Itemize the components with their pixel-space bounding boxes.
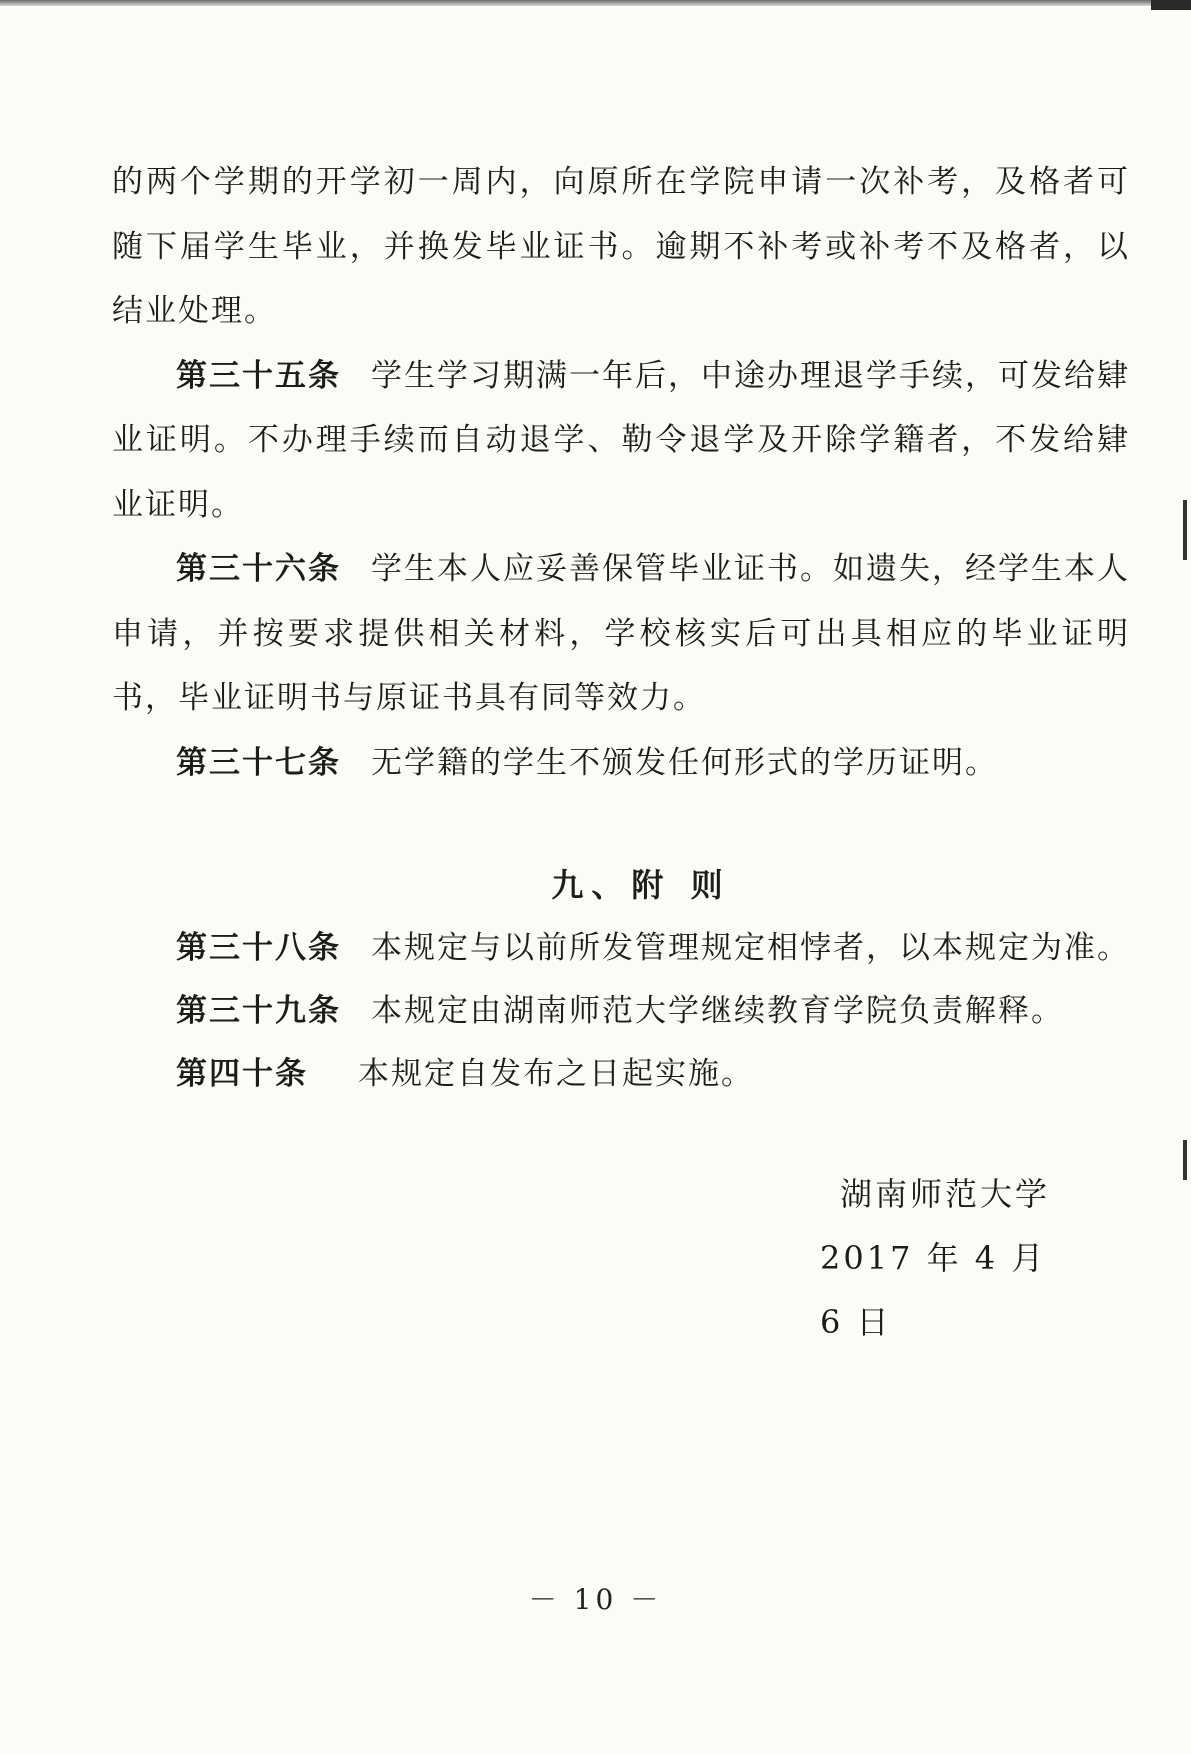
article-label: 第三十五条: [176, 357, 341, 394]
article-label: 第三十八条: [176, 930, 341, 966]
article-text: 学生学习期满一年后，中途办理退学手续，可发给肄业证明。不办理手续而自动退学、勒令退学及开除学籍者，不发给肄业证明。: [112, 357, 1130, 523]
scan-edge-mark: [1183, 1140, 1187, 1180]
article-text: 无学籍的学生不颁发任何形式的学历证明。: [371, 744, 998, 781]
article-text: 学生本人应妥善保管毕业证书。如遗失，经学生本人申请，并按要求提供相关材料，学校核实后可出具相应的毕业证明书，毕业证明书与原证书具有同等效力。: [112, 551, 1130, 716]
closing-articles: [112, 917, 1130, 1106]
signature-date: 2017 年 4 月 6 日: [820, 1239, 1047, 1341]
article-label: 第三十七条: [176, 744, 341, 781]
document-body: [112, 150, 1130, 1106]
signature-block: [820, 1162, 1080, 1354]
article-40: [112, 1043, 1130, 1106]
article-36: [112, 537, 1130, 731]
article-39: [112, 980, 1130, 1043]
article-text: 本规定自发布之日起实施。: [358, 1056, 754, 1092]
article-label: 第三十九条: [176, 993, 341, 1029]
scan-corner-mark: [1151, 0, 1191, 10]
article-35: [112, 344, 1130, 538]
article-label: 第三十六条: [176, 551, 341, 587]
article-text: 本规定与以前所发管理规定相悖者，以本规定为准。: [371, 930, 1130, 966]
article-37: [112, 731, 1130, 796]
scan-edge-mark: [1183, 500, 1187, 560]
scan-top-edge: [0, 0, 1191, 6]
signature-organization: 湖南师范大学: [840, 1175, 1051, 1213]
article-label: 第四十条: [176, 1056, 308, 1092]
continuation-paragraph: 的两个学期的开学初一周内，向原所在学院申请一次补考，及格者可随下届学生毕业，并换发毕业证书。逾期不补考或补考不及格者，以结业处理。: [112, 164, 1130, 329]
article-38: [112, 917, 1130, 980]
article-text: 本规定由湖南师范大学继续教育学院负责解释。: [371, 993, 1064, 1029]
page-number: － 10 －: [528, 1583, 663, 1616]
section-title: 九、附 则: [551, 866, 731, 904]
